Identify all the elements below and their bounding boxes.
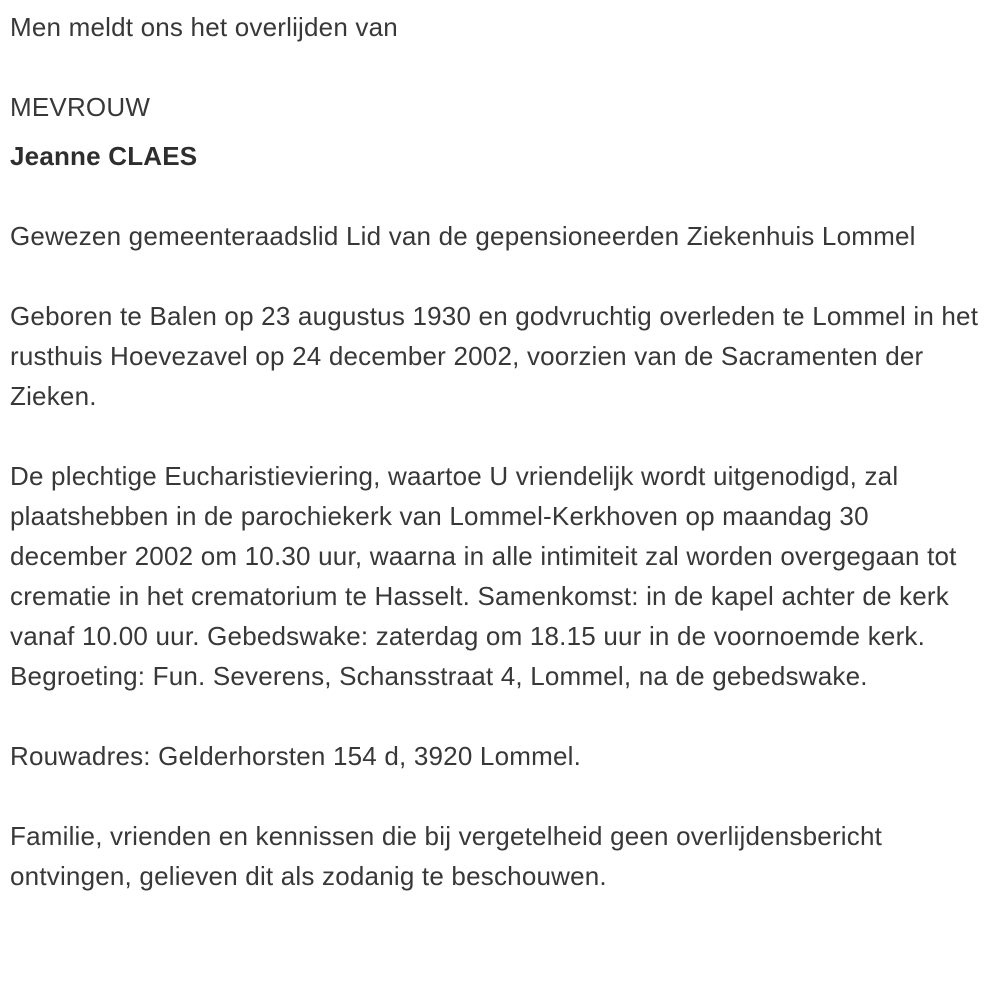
role-paragraph: Gewezen gemeenteraadslid Lid van de gepensioneerden Ziekenhuis Lommel bbox=[10, 221, 916, 251]
intro-line: Men meldt ons het overlijden van bbox=[10, 12, 398, 42]
closing-paragraph: Familie, vrienden en kennissen die bij vergetelheid geen overlijdensbericht ontvingen, gelieven dit als zodanig te beschouwen. bbox=[10, 821, 883, 891]
deceased-name: Jeanne CLAES bbox=[10, 141, 198, 171]
service-paragraph: De plechtige Eucharistieviering, waartoe U vriendelijk wordt uitgenodigd, zal plaatshebben in de parochiekerk van Lommel-Kerkhoven op maandag 30 december 2002 om 10.30 uur, waarna in alle intimiteit zal worden overgegaan tot crematie in het crematorium te Hasselt. Samenkomst: in de kapel achter de kerk vanaf 10.00 uur. Gebedswake: zaterdag om 18.15 uur in de voornoemde kerk. Begroeting: Fun. Severens, Schansstraat 4, Lommel, na de gebedswake. bbox=[10, 461, 957, 691]
birth-death-paragraph: Geboren te Balen op 23 augustus 1930 en godvruchtig overleden te Lommel in het rusthuis Hoevezavel op 24 december 2002, voorzien van de Sacramenten der Zieken. bbox=[10, 301, 979, 411]
mourning-address: Rouwadres: Gelderhorsten 154 d, 3920 Lommel. bbox=[10, 741, 582, 771]
salutation: MEVROUW bbox=[10, 92, 151, 122]
